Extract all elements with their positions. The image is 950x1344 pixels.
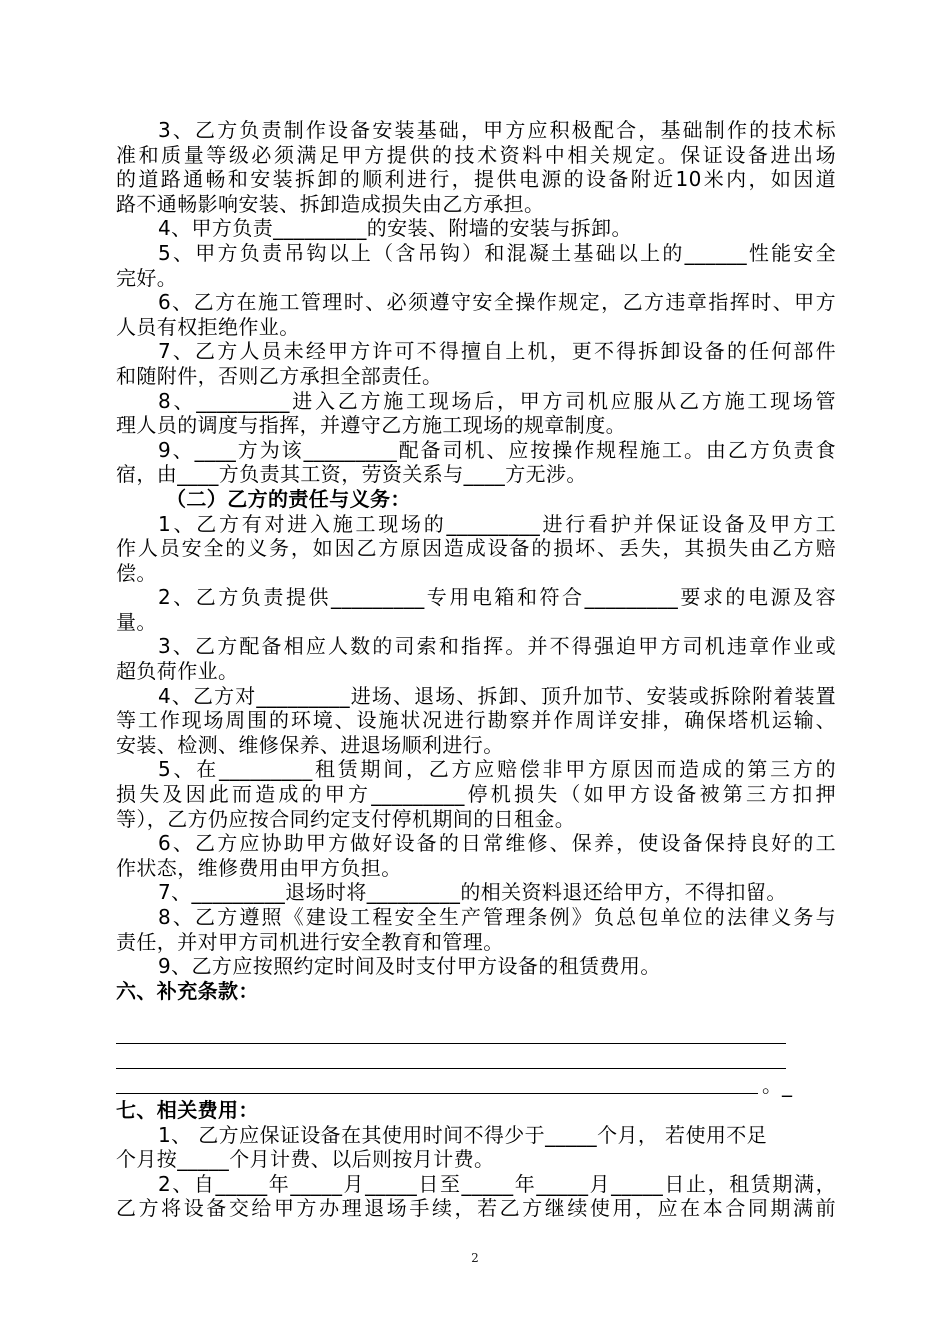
clause-7-line-2: 和随附件，否则乙方承担全部责任。 xyxy=(116,363,443,388)
section-heading-supplementary: 六、补充条款： xyxy=(116,978,259,1003)
clause-7-line-1: 7、乙方人员未经甲方许可不得擅自上机，更不得拆卸设备的任何部件 xyxy=(158,339,836,364)
clause-8-line-2: 理人员的调度与指挥，并遵守乙方施工现场的规章制度。 xyxy=(116,413,626,438)
b-clause-1-line-3: 偿。 xyxy=(116,560,157,585)
contract-body-text xyxy=(116,118,836,1003)
clause-9-line-1: 9、____方为该_________配备司机、应按操作规程施工。由乙方负责食 xyxy=(158,437,836,462)
b-clause-6-line-2: 作状态，维修费用由甲方负担。 xyxy=(116,855,402,880)
b-clause-5-line-2: 损失及因此而造成的甲方_________停机损失（如甲方设备被第三方扣押 xyxy=(116,782,836,807)
b-clause-3-line-1: 3、乙方配备相应人数的司索和指挥。并不得强迫甲方司机违章作业或 xyxy=(158,634,836,659)
page-number: 2 xyxy=(471,1251,479,1265)
b-clause-8-line-2: 责任，并对甲方司机进行安全教育和管理。 xyxy=(116,929,504,954)
supplementary-blank-line-1 xyxy=(116,1043,786,1044)
section-heading-fees: 七、相关费用： xyxy=(116,1098,259,1122)
b-clause-3-line-2: 超负荷作业。 xyxy=(116,659,239,684)
clause-6-line-2: 人员有权拒绝作业。 xyxy=(116,314,300,339)
clause-3-line-2: 准和质量等级必须满足甲方提供的技术资料中相关规定。保证设备进出场 xyxy=(116,142,836,167)
clause-3-line-3: 的道路通畅和安装拆卸的顺利进行，提供电源的设备附近10米内，如因道 xyxy=(116,167,836,192)
clause-3-line-4: 路不通畅影响安装、拆卸造成损失由乙方承担。 xyxy=(116,191,545,216)
b-clause-4-line-2: 等工作现场周围的环境、设施状况进行勘察并作周详安排，确保塔机运输、 xyxy=(116,708,836,733)
b-clause-2-line-2: 量。 xyxy=(116,609,157,634)
b-clause-6-line-1: 6、乙方应协助甲方做好设备的日常维修、保养，使设备保持良好的工 xyxy=(158,831,836,856)
clause-6-line-1: 6、乙方在施工管理时、必须遵守安全操作规定，乙方违章指挥时、甲方 xyxy=(158,290,836,315)
clause-8-line-1: 8、_________进入乙方施工现场后，甲方司机应服从乙方施工现场管 xyxy=(158,388,836,413)
b-clause-1-line-1: 1、乙方有对进入施工现场的_________进行看护并保证设备及甲方工 xyxy=(158,511,836,536)
section-heading-party-b-duties: （二）乙方的责任与义务： xyxy=(166,486,411,511)
fee-clause-2-line-2: 乙方将设备交给甲方办理退场手续，若乙方继续使用，应在本合同期满前 xyxy=(116,1196,836,1221)
b-clause-5-line-1: 5、在_________租赁期间，乙方应赔偿非甲方原因而造成的第三方的 xyxy=(158,757,836,782)
clause-5-line-1: 5、甲方负责吊钩以上（含吊钩）和混凝土基础以上的______性能安全 xyxy=(158,240,836,265)
b-clause-7: 7、_________退场时将_________的相关资料退还给甲方，不得扣留。 xyxy=(158,880,787,905)
b-clause-4-line-1: 4、乙方对_________进场、退场、拆卸、顶升加节、安装或拆除附着装置 xyxy=(158,683,836,708)
supplementary-blank-line-2 xyxy=(116,1068,786,1069)
clause-3-line-1: 3、乙方负责制作设备安装基础，甲方应积极配合，基础制作的技术标 xyxy=(158,118,836,142)
fee-clause-2-line-1: 2、自_____年_____月_____日至_____年_____月_____日止，租赁期满， xyxy=(158,1171,836,1196)
b-clause-9: 9、乙方应按照约定时间及时支付甲方设备的租赁费用。 xyxy=(158,954,661,979)
clause-4: 4、甲方负责_________的安装、附墙的安装与拆卸。 xyxy=(158,216,632,241)
b-clause-5-line-3: 等），乙方仍应按合同约定支付停机期间的日租金。 xyxy=(116,806,576,831)
b-clause-4-line-3: 安装、检测、维修保养、进退场顺利进行。 xyxy=(116,732,504,757)
fees-section-text xyxy=(116,1098,836,1221)
b-clause-2-line-1: 2、乙方负责提供_________专用电箱和符合_________要求的电源及容 xyxy=(158,585,836,610)
clause-5-line-2: 完好。 xyxy=(116,265,178,290)
fee-clause-1-line-1: 1、 乙方应保证设备在其使用时间不得少于_____个月， 若使用不足 xyxy=(158,1122,768,1147)
b-clause-8-line-1: 8、乙方遵照《建设工程安全生产管理条例》负总包单位的法律义务与 xyxy=(158,905,836,929)
fee-clause-1-line-2: 个月按_____个月计费、以后则按月计费。 xyxy=(116,1147,495,1172)
supplementary-blank-line-3 xyxy=(116,1093,758,1094)
b-clause-1-line-2: 作人员安全的义务，如因乙方原因造成设备的损坏、丢失，其损失由乙方赔 xyxy=(116,536,836,561)
clause-9-line-2: 宿，由____方负责其工资，劳资关系与____方无涉。 xyxy=(116,462,587,487)
supplementary-line-end: 。_ xyxy=(762,1073,792,1097)
